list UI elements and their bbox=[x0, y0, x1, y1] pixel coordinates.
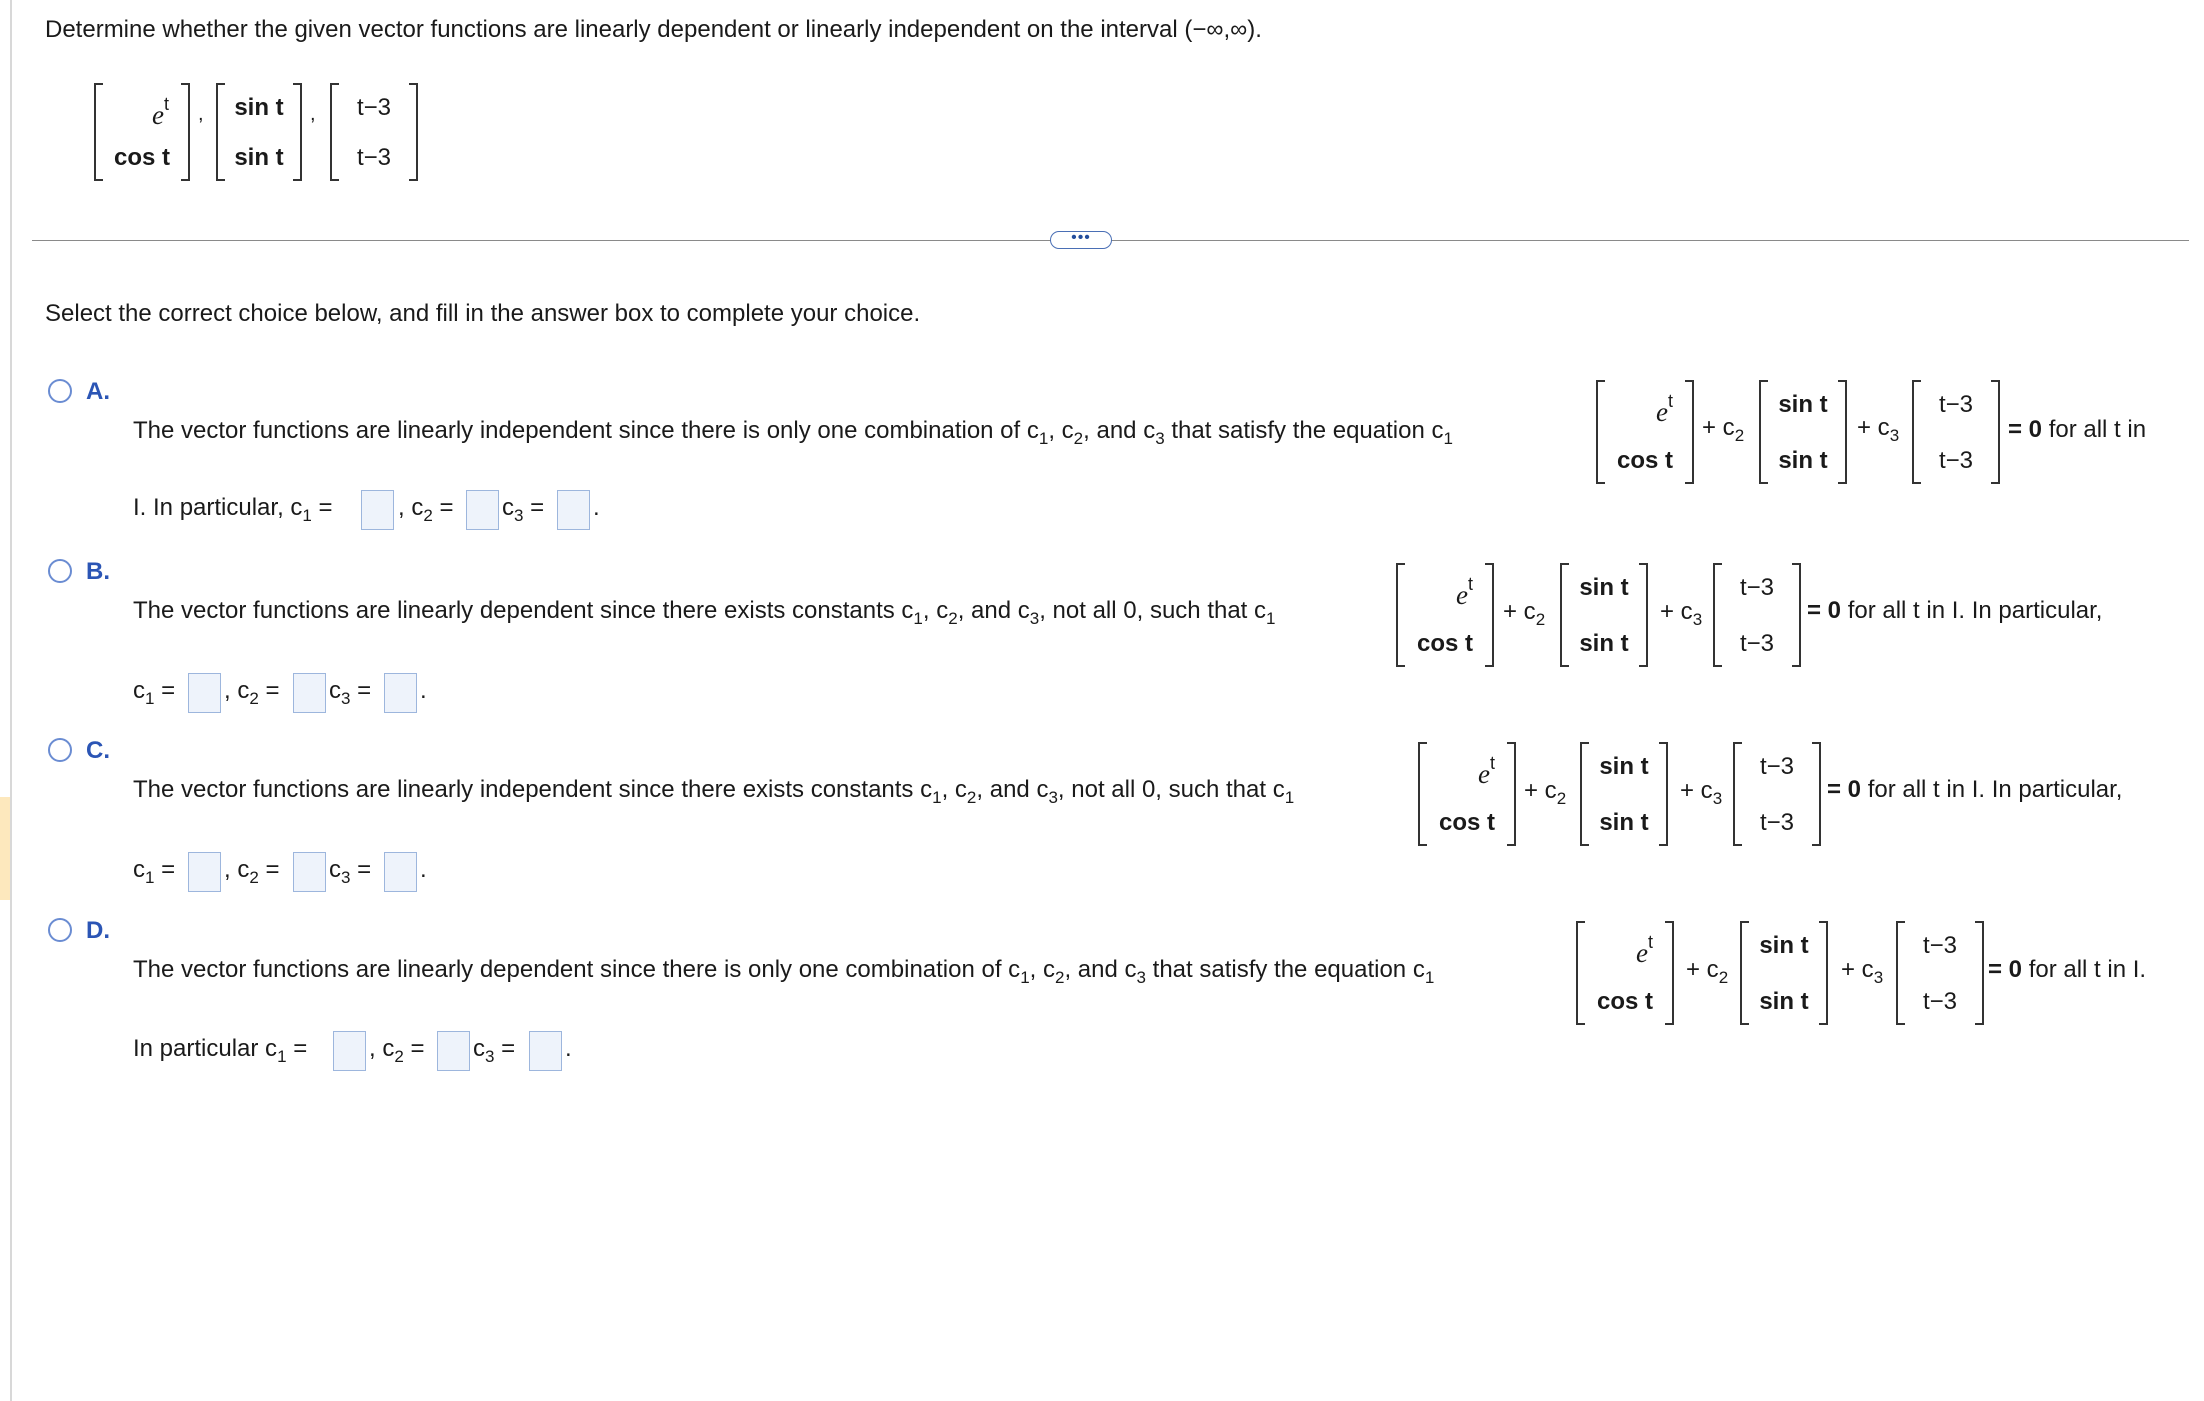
option-a-radio[interactable] bbox=[48, 379, 72, 403]
option-a-c3-input[interactable] bbox=[557, 490, 590, 530]
option-d-c1-input[interactable] bbox=[333, 1031, 366, 1071]
option-c-letter: C. bbox=[86, 737, 110, 764]
option-b-c3-input[interactable] bbox=[384, 673, 417, 713]
option-c-vector-2: sin t sin t bbox=[1580, 742, 1668, 846]
option-a-second-line: I. In particular, $c_1$ = bbox=[133, 494, 333, 525]
option-c-tail: = 0 for all t in I. In particular, bbox=[1827, 776, 2123, 803]
option-b-c2-input[interactable] bbox=[293, 673, 326, 713]
more-button[interactable]: ••• bbox=[1050, 231, 1112, 249]
option-c-vector-1: $e^t$ cos t bbox=[1418, 742, 1516, 846]
option-c-second-line: $c_1$ = bbox=[133, 856, 176, 887]
option-d-c3-input[interactable] bbox=[529, 1031, 562, 1071]
option-d-vector-3: t−3 t−3 bbox=[1896, 921, 1984, 1025]
option-a-vector-3: t−3 t−3 bbox=[1912, 380, 2000, 484]
option-c-radio[interactable] bbox=[48, 738, 72, 762]
option-b-tail: = 0 for all t in I. In particular, bbox=[1807, 597, 2103, 624]
option-d-c2-input[interactable] bbox=[437, 1031, 470, 1071]
option-d-text: The vector functions are linearly dependent since there is only one combination of $c_1$, $c_2$, and $c_3$ that satisfy the equation $c_1$ bbox=[133, 956, 1435, 987]
option-d-letter: D. bbox=[86, 917, 110, 944]
option-b-vector-2: sin t sin t bbox=[1560, 563, 1648, 667]
option-a-tail: = 0 for all t in bbox=[2008, 416, 2147, 443]
option-c-text: The vector functions are linearly independent since there exists constants $c_1$, $c_2$, and $c_3$, not all 0, such that $c_1$ bbox=[133, 776, 1295, 807]
question-prompt: Determine whether the given vector functions are linearly dependent or linearly independent on the interval (−∞,∞). bbox=[45, 16, 1262, 43]
option-a-vector-2: sin t sin t bbox=[1759, 380, 1847, 484]
option-a-text: The vector functions are linearly independent since there is only one combination of $c_1$, $c_2$, and $c_3$ that satisfy the equation $c_1$ bbox=[133, 417, 1453, 448]
option-b-second-line: $c_1$ = bbox=[133, 677, 176, 708]
option-b-letter: B. bbox=[86, 558, 110, 585]
option-d-second-line: In particular $c_1$ = bbox=[133, 1035, 308, 1066]
option-c-c1-input[interactable] bbox=[188, 852, 221, 892]
option-c-vector-3: t−3 t−3 bbox=[1733, 742, 1821, 846]
option-a-letter: A. bbox=[86, 378, 110, 405]
option-d-vector-1: $e^t$ cos t bbox=[1576, 921, 1674, 1025]
option-a-vector-1: $e^t$ cos t bbox=[1596, 380, 1694, 484]
question-vector-3: t−3 t−3 bbox=[330, 83, 418, 181]
option-d-radio[interactable] bbox=[48, 918, 72, 942]
instruction: Select the correct choice below, and fill in the answer box to complete your choice. bbox=[45, 300, 921, 327]
side-tab[interactable] bbox=[0, 797, 10, 900]
option-b-c1-input[interactable] bbox=[188, 673, 221, 713]
option-c-c3-input[interactable] bbox=[384, 852, 417, 892]
question-vector-2: sin t sin t bbox=[216, 83, 302, 181]
option-d-tail: = 0 for all t in I. bbox=[1988, 956, 2147, 983]
left-border bbox=[10, 0, 12, 1401]
option-b-radio[interactable] bbox=[48, 559, 72, 583]
option-b-vector-3: t−3 t−3 bbox=[1713, 563, 1801, 667]
option-b-text: The vector functions are linearly dependent since there exists constants $c_1$, $c_2$, and $c_3$, not all 0, such that $c_1$ bbox=[133, 597, 1276, 628]
option-c-c2-input[interactable] bbox=[293, 852, 326, 892]
option-b-vector-1: $e^t$ cos t bbox=[1396, 563, 1494, 667]
question-vector-1: $e^t$ cos t bbox=[94, 83, 190, 181]
option-a-c2-input[interactable] bbox=[466, 490, 499, 530]
option-a-c1-input[interactable] bbox=[361, 490, 394, 530]
option-d-vector-2: sin t sin t bbox=[1740, 921, 1828, 1025]
